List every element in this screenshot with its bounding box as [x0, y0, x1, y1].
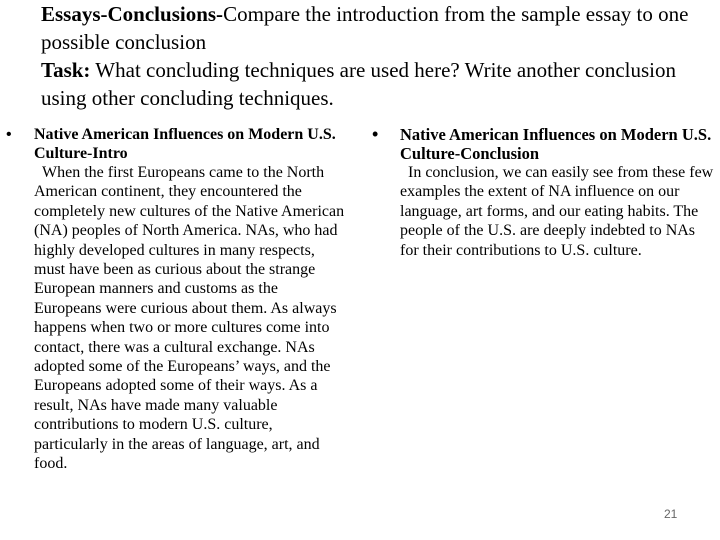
- task-text: What concluding techniques are used here? Write another conclusion using other concluding techniques.: [41, 58, 677, 110]
- intro-paragraph: When the first Europeans came to the North American continent, they encountered the completely new cultures of the Native American (NA) peoples of North America. NAs, who had highly developed cultures in many respects, must have been as curious about the strange European manners and customs as the Europeans were curious about them. As always happens when two or more cultures come into contact, there was a cultural exchange. NAs adopted some of the Europeans’ ways, and the Europeans adopted some of their ways. As a result, NAs have made many valuable contributions to modern U.S. culture, particularly in the areas of language, art, and food.: [34, 164, 345, 473]
- slide-title: [41, 0, 691, 112]
- intro-bullet-item: [6, 125, 346, 474]
- intro-heading: Native American Influences on Modern U.S. Culture-Intro: [34, 126, 336, 162]
- task-label: Task:: [41, 58, 91, 82]
- page-number: 21: [664, 507, 678, 521]
- conclusion-heading: Native American Influences on Modern U.S. Culture-Conclusion: [400, 125, 712, 163]
- bullet-icon: •: [6, 126, 12, 143]
- conclusion-column: [372, 125, 717, 260]
- conclusion-paragraph: In conclusion, we can easily see from these few examples the extent of NA influence on our language, art forms, and our eating habits. The people of the U.S. are deeply indebted to NAs for their contributions to U.S. culture.: [400, 164, 714, 259]
- title-label: Essays-Conclusions-: [41, 2, 224, 26]
- conclusion-bullet-item: [372, 125, 717, 260]
- bullet-icon: •: [372, 124, 379, 144]
- title-text: Compare the introduction from the sample essay to one possible conclusion: [41, 2, 689, 54]
- intro-column: [6, 125, 346, 474]
